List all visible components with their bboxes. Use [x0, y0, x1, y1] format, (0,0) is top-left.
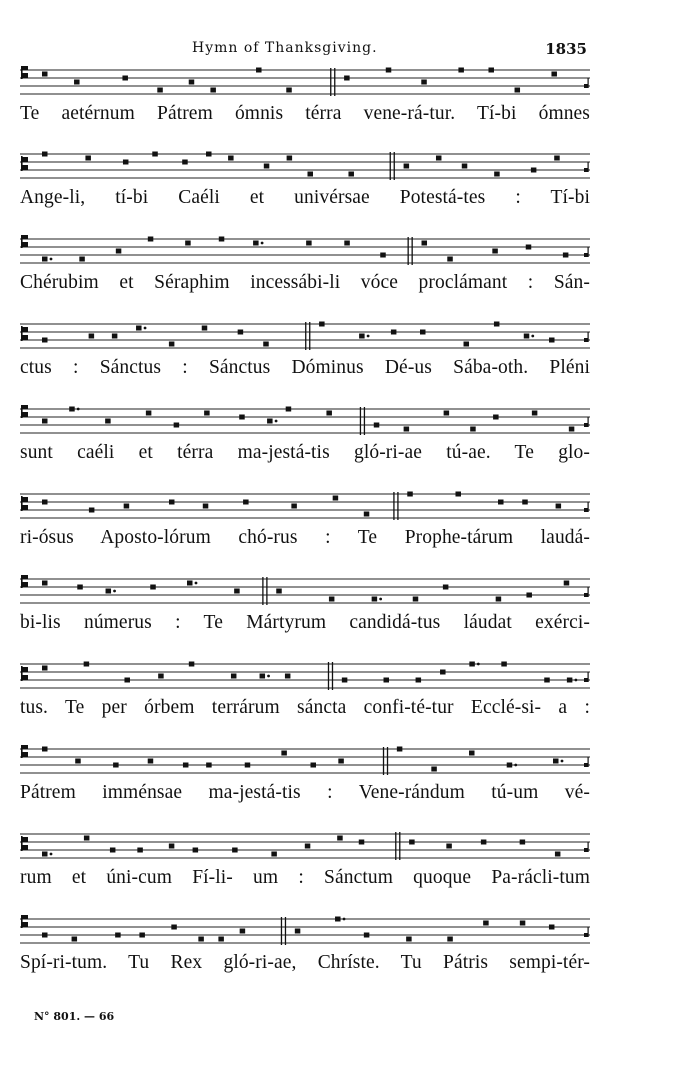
staff [20, 320, 590, 354]
punctum-note [496, 597, 502, 602]
staff [20, 830, 590, 864]
punctum-note [238, 330, 244, 335]
punctum-note [470, 427, 476, 432]
c-clef-icon [21, 575, 28, 588]
chant-system [20, 320, 590, 378]
punctum-note [148, 237, 154, 242]
punctum-note [69, 407, 75, 412]
punctum-note [84, 662, 90, 667]
punctum-note [232, 848, 238, 853]
punctum-note [501, 662, 507, 667]
punctum-note [286, 88, 292, 93]
punctum-note [219, 237, 225, 242]
punctum-note [488, 68, 494, 73]
staff [20, 150, 590, 184]
punctum-note [260, 674, 266, 679]
punctum-note [75, 759, 81, 764]
c-clef-icon [21, 496, 28, 511]
punctum-note [206, 152, 212, 157]
punctum-note [79, 257, 85, 262]
punctum-note [337, 836, 343, 841]
lyric-line: rum et úni-cum Fí-li- um : Sánctum quoque Pa-rácli-tum [20, 867, 590, 888]
punctum-note [89, 334, 95, 339]
division-bar [364, 407, 365, 435]
punctum-note [305, 844, 311, 849]
punctum-note [406, 937, 412, 942]
division-bar [387, 747, 388, 775]
punctum-note [89, 508, 95, 513]
division-bar [360, 407, 361, 435]
division-bar [395, 832, 396, 860]
c-clef-icon [21, 66, 28, 79]
punctum-note [256, 68, 262, 73]
punctum-note [286, 407, 292, 412]
punctum-note [531, 168, 537, 173]
staff [20, 490, 590, 524]
punctum-note [243, 500, 249, 505]
c-clef-icon [21, 666, 28, 681]
punctum-note [239, 415, 245, 420]
punctum-note [295, 929, 301, 934]
punctum-note [333, 496, 339, 501]
punctum-note [72, 937, 78, 942]
punctum-note [532, 411, 538, 416]
punctum-note [115, 933, 121, 938]
custos-icon [584, 502, 589, 512]
punctum-note [329, 597, 335, 602]
punctum-note [549, 925, 555, 930]
custos-icon [584, 78, 589, 88]
punctum-note [522, 500, 528, 505]
chant-system [20, 66, 590, 124]
punctum-note [77, 585, 83, 590]
punctum-note [287, 156, 293, 161]
c-clef-icon [21, 235, 28, 248]
punctum-note [446, 844, 452, 849]
punctum-note [348, 172, 354, 177]
punctum-note [169, 342, 175, 347]
division-bar [328, 662, 329, 690]
catalog-number: N° 801. — 66 [34, 1010, 115, 1023]
punctum-note [374, 423, 380, 428]
punctum-note [551, 72, 557, 77]
punctum-note [458, 68, 464, 73]
chant-system [20, 575, 590, 633]
punctum-note [391, 330, 397, 335]
punctum-note [171, 925, 177, 930]
punctum-note [263, 342, 269, 347]
punctum-note [436, 156, 442, 161]
punctum-note [189, 662, 195, 667]
page-number: 1835 [545, 40, 587, 58]
punctum-note [359, 334, 365, 339]
punctum-note [563, 253, 569, 258]
chant-system [20, 660, 590, 718]
division-bar [309, 322, 310, 350]
chant-system [20, 235, 590, 293]
punctum-note [556, 504, 562, 509]
punctum-note [285, 674, 291, 679]
division-bar [383, 747, 384, 775]
punctum-note [404, 427, 410, 432]
custos-icon [584, 842, 589, 852]
punctum-note [84, 836, 90, 841]
custos-icon [584, 757, 589, 767]
punctum-note [202, 326, 208, 331]
division-bar [390, 152, 391, 180]
punctum-note [553, 759, 559, 764]
division-bar [399, 832, 400, 860]
punctum-note [447, 257, 453, 262]
punctum-note [567, 678, 573, 683]
punctum-note [42, 338, 48, 343]
punctum-note [148, 759, 154, 764]
punctum-note [218, 937, 224, 942]
punctum-note [421, 80, 427, 85]
punctum-note [146, 411, 152, 416]
division-bar [332, 662, 333, 690]
punctum-note [344, 241, 350, 246]
punctum-note [344, 76, 350, 81]
punctum-note [440, 670, 446, 675]
punctum-note [564, 581, 570, 586]
punctum-note [515, 88, 521, 93]
staff [20, 575, 590, 609]
punctum-note [42, 419, 48, 424]
punctum-note [139, 933, 145, 938]
punctum-note [42, 257, 48, 262]
chant-system [20, 150, 590, 208]
staff [20, 235, 590, 269]
punctum-note [483, 921, 489, 926]
punctum-note [364, 933, 370, 938]
punctum-note [498, 500, 504, 505]
punctum-note [85, 156, 91, 161]
punctum-note [307, 172, 313, 177]
lyric-line: Te aetérnum Pátrem ómnis térra vene-rá-tur. Tí-bi ómnes [20, 103, 590, 124]
lyric-line: Pátrem imménsae ma-jestá-tis : Vene-rándum tú-um vé- [20, 782, 590, 803]
custos-icon [584, 162, 589, 172]
punctum-note [42, 581, 48, 586]
division-bar [397, 492, 398, 520]
punctum-note [276, 589, 282, 594]
c-clef-icon [21, 405, 28, 418]
punctum-note [106, 589, 112, 594]
punctum-note [310, 763, 316, 768]
punctum-note [493, 415, 499, 420]
custos-icon [584, 927, 589, 937]
punctum-note [74, 80, 80, 85]
chant-system [20, 490, 590, 548]
punctum-note [555, 852, 561, 857]
punctum-note [150, 585, 156, 590]
punctum-note [183, 763, 189, 768]
punctum-note [42, 152, 48, 157]
punctum-note [42, 747, 48, 752]
punctum-note [335, 917, 341, 922]
lyric-line: Ange-li, tí-bi Caéli et univérsae Potestá-tes : Tí-bi [20, 187, 590, 208]
division-bar [408, 237, 409, 265]
punctum-note [407, 492, 413, 497]
punctum-note [409, 840, 415, 845]
punctum-note [136, 326, 142, 331]
c-clef-icon [21, 745, 28, 758]
lyric-line: sunt caéli et térra ma-jestá-tis gló-ri-ae tú-ae. Te glo- [20, 442, 590, 463]
punctum-note [372, 597, 378, 602]
punctum-note [187, 581, 193, 586]
custos-icon [584, 417, 589, 427]
punctum-note [42, 933, 48, 938]
punctum-note [520, 921, 526, 926]
chant-system [20, 745, 590, 803]
punctum-note [291, 504, 297, 509]
punctum-note [157, 88, 163, 93]
punctum-note [306, 241, 312, 246]
chant-system [20, 405, 590, 463]
punctum-note [228, 156, 234, 161]
punctum-note [116, 249, 122, 254]
custos-icon [584, 332, 589, 342]
punctum-note [526, 245, 532, 250]
punctum-note [416, 678, 422, 683]
punctum-note [444, 411, 450, 416]
punctum-note [169, 844, 175, 849]
punctum-note [413, 597, 419, 602]
c-clef-icon [21, 915, 28, 928]
punctum-note [42, 72, 48, 77]
punctum-note [569, 427, 575, 432]
lyric-line: Chérubim et Séraphim incessábi-li vóce proclámant : Sán- [20, 272, 590, 293]
punctum-note [469, 662, 475, 667]
division-bar [393, 492, 394, 520]
punctum-note [42, 666, 48, 671]
punctum-note [198, 937, 204, 942]
running-title: Hymn of Thanksgiving. [192, 40, 378, 56]
punctum-note [492, 249, 498, 254]
punctum-note [443, 585, 449, 590]
punctum-note [42, 500, 48, 505]
lyric-line: Spí-ri-tum. Tu Rex gló-ri-ae, Chríste. Tu Pátris sempi-tér- [20, 952, 590, 973]
lyric-line: ctus : Sánctus : Sánctus Dóminus Dé-us Sába-oth. Pléni [20, 357, 590, 378]
punctum-note [319, 322, 325, 327]
punctum-note [359, 840, 365, 845]
punctum-note [481, 840, 487, 845]
division-bar [394, 152, 395, 180]
punctum-note [267, 419, 273, 424]
punctum-note [386, 68, 392, 73]
punctum-note [152, 152, 158, 157]
punctum-note [494, 322, 500, 327]
punctum-note [245, 763, 251, 768]
punctum-note [271, 852, 277, 857]
c-clef-icon [21, 836, 28, 851]
punctum-note [124, 678, 130, 683]
staff [20, 745, 590, 779]
staff [20, 405, 590, 439]
punctum-note [462, 164, 468, 169]
punctum-note [507, 763, 513, 768]
punctum-note [231, 674, 237, 679]
division-bar [281, 917, 282, 945]
division-bar [262, 577, 263, 605]
punctum-note [422, 241, 428, 246]
punctum-note [203, 504, 209, 509]
punctum-note [549, 338, 555, 343]
punctum-note [206, 763, 212, 768]
punctum-note [169, 500, 175, 505]
punctum-note [122, 76, 128, 81]
punctum-note [455, 492, 461, 497]
punctum-note [105, 419, 111, 424]
division-bar [412, 237, 413, 265]
punctum-note [364, 512, 370, 517]
punctum-note [110, 848, 116, 853]
punctum-note [204, 411, 210, 416]
punctum-note [193, 848, 199, 853]
lyric-line: tus. Te per órbem terrárum sáncta confi-té-tur Ecclé-si- a : [20, 697, 590, 718]
punctum-note [342, 678, 348, 683]
punctum-note [447, 937, 453, 942]
punctum-note [338, 759, 344, 764]
punctum-note [520, 840, 526, 845]
punctum-note [397, 747, 403, 752]
punctum-note [494, 172, 500, 177]
punctum-note [264, 164, 270, 169]
division-bar [334, 68, 335, 96]
punctum-note [380, 253, 386, 258]
punctum-note [182, 160, 188, 165]
punctum-note [420, 330, 426, 335]
division-bar [305, 322, 306, 350]
punctum-note [185, 241, 191, 246]
chant-system [20, 915, 590, 973]
punctum-note [253, 241, 258, 246]
punctum-note [544, 678, 550, 683]
punctum-note [189, 80, 195, 85]
punctum-note [234, 589, 240, 594]
punctum-note [240, 929, 246, 934]
c-clef-icon [21, 156, 28, 171]
staff [20, 66, 590, 100]
punctum-note [42, 852, 48, 857]
staff [20, 915, 590, 949]
punctum-note [404, 164, 410, 169]
staff [20, 660, 590, 694]
division-bar [266, 577, 267, 605]
division-bar [330, 68, 331, 96]
chant-system [20, 830, 590, 888]
punctum-note [113, 763, 119, 768]
punctum-note [210, 88, 216, 93]
punctum-note [431, 767, 437, 772]
division-bar [285, 917, 286, 945]
punctum-note [158, 674, 164, 679]
lyric-line: ri-ósus Aposto-lórum chó-rus : Te Prophe-tárum laudá- [20, 527, 590, 548]
punctum-note [554, 156, 560, 161]
punctum-note [469, 751, 475, 756]
punctum-note [124, 504, 130, 509]
lyric-line: bi-lis númerus : Te Mártyrum candidá-tus láudat exérci- [20, 612, 590, 633]
punctum-note [123, 160, 129, 165]
punctum-note [174, 423, 180, 428]
punctum-note [526, 593, 532, 598]
punctum-note [464, 342, 470, 347]
custos-icon [584, 672, 589, 682]
punctum-note [384, 678, 390, 683]
punctum-note [112, 334, 118, 339]
punctum-note [524, 334, 530, 339]
c-clef-icon [21, 326, 28, 341]
punctum-note [326, 411, 332, 416]
punctum-note [137, 848, 143, 853]
custos-icon [584, 247, 589, 257]
punctum-note [281, 751, 287, 756]
custos-icon [584, 587, 589, 597]
